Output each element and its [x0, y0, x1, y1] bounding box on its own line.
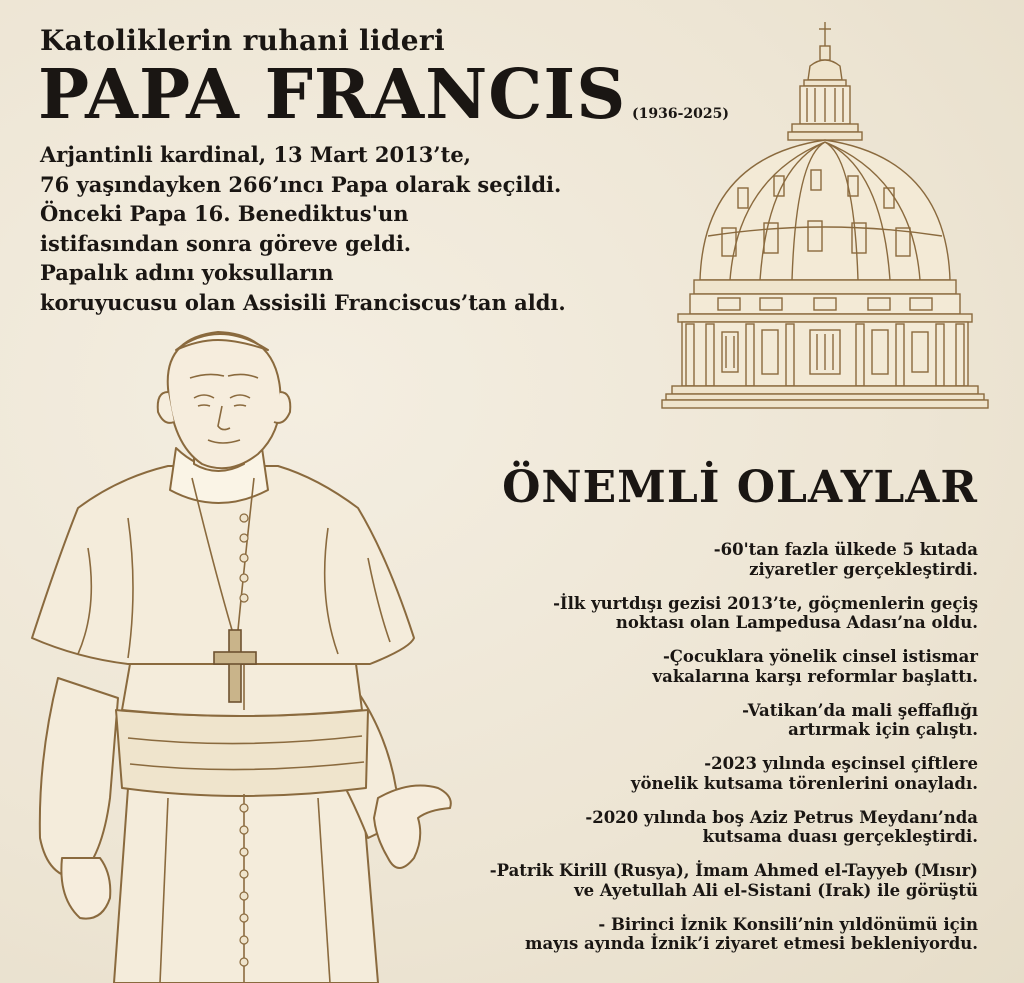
event-item	[378, 915, 978, 954]
events-list	[378, 540, 978, 968]
event-line: kutsama duası gerçekleştirdi.	[702, 827, 978, 846]
event-line: -60'tan fazla ülkede 5 kıtada	[713, 540, 978, 559]
event-item	[378, 594, 978, 633]
intro-line: Papalık adını yoksulların	[40, 260, 334, 285]
event-line: -Çocuklara yönelik cinsel istismar	[662, 647, 978, 666]
event-line: -2023 yılında eşcinsel çiftlere	[704, 754, 978, 773]
event-line: - Birinci İznik Konsili’nin yıldönümü için	[598, 914, 978, 934]
event-line: -İlk yurtdışı gezisi 2013’te, göçmenlerin geçiş	[553, 593, 978, 613]
events-section-title: ÖNEMLİ OLAYLAR	[502, 462, 978, 513]
event-line: noktası olan Lampedusa Adası’na oldu.	[615, 613, 978, 632]
event-item	[378, 701, 978, 740]
event-line: -2020 yılında boş Aziz Petrus Meydanı’nda	[585, 807, 978, 827]
event-line: mayıs ayında İznik’i ziyaret etmesi bekleniyordu.	[524, 934, 978, 953]
event-line: vakalarına karşı reformlar başlattı.	[652, 666, 978, 686]
intro-line: 76 yaşındayken 266’ıncı Papa olarak seçildi.	[40, 171, 562, 197]
event-line: artırmak için çalıştı.	[788, 720, 978, 739]
intro-line: Arjantinli kardinal, 13 Mart 2013’te,	[40, 142, 471, 167]
header-kicker: Katoliklerin ruhani lideri	[40, 24, 445, 57]
intro-line: istifasından sonra göreve geldi.	[40, 230, 412, 256]
life-years: (1936-2025)	[632, 106, 729, 122]
intro-paragraph	[40, 140, 660, 317]
event-line: -Patrik Kirill (Rusya), İmam Ahmed el-Tayyeb (Mısır)	[489, 861, 978, 880]
intro-line: Önceki Papa 16. Benediktus'un	[40, 201, 409, 226]
event-line: yönelik kutsama törenlerini onayladı.	[630, 773, 978, 793]
event-item	[378, 540, 978, 579]
event-item	[378, 754, 978, 793]
event-line: -Vatikan’da mali şeffaflığı	[742, 700, 978, 720]
event-item	[378, 808, 978, 847]
intro-line: koruyucusu olan Assisili Franciscus’tan aldı.	[40, 289, 566, 315]
st-peters-dome-illustration	[660, 18, 990, 423]
event-line: ve Ayetullah Ali el-Sistani (Irak) ile görüştü	[574, 880, 978, 900]
page-title: PAPA FRANCIS	[38, 55, 627, 135]
event-line: ziyaretler gerçekleştirdi.	[749, 559, 978, 579]
event-item	[378, 861, 978, 900]
event-item	[378, 647, 978, 686]
